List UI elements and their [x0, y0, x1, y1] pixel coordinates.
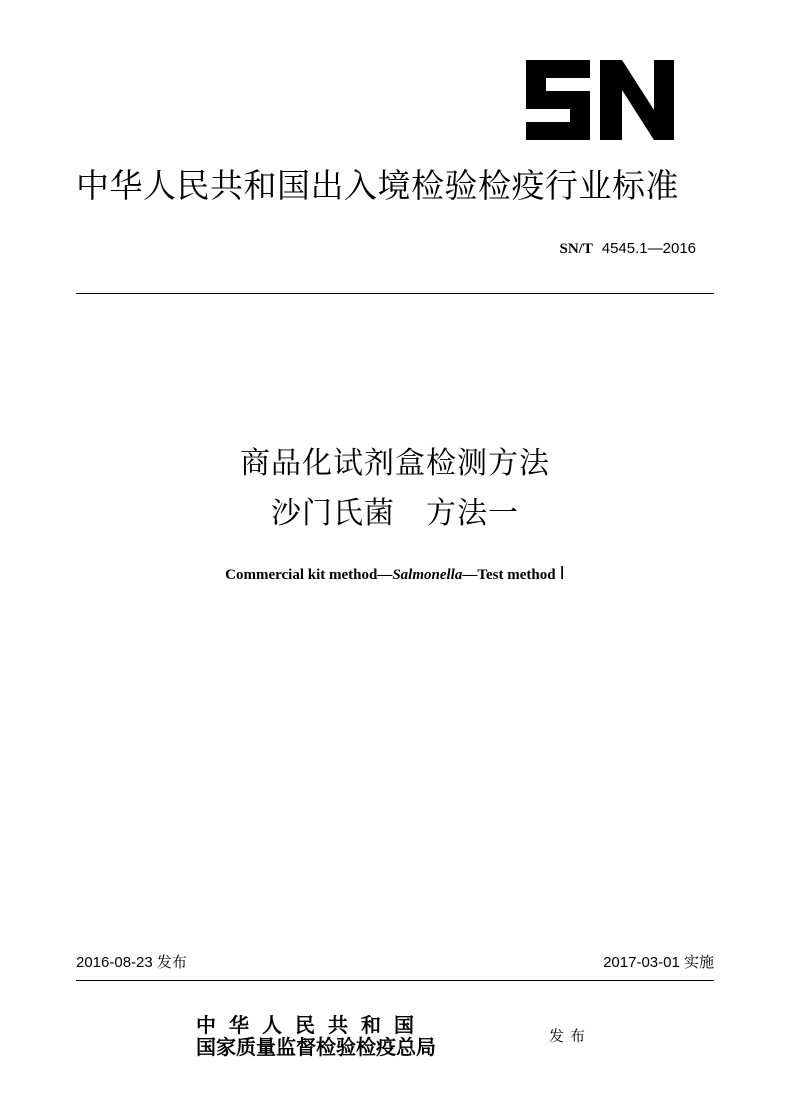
title-en [0, 563, 790, 585]
issue-word: 发布 [549, 1027, 592, 1045]
sn-logo-letter-n [600, 60, 674, 140]
standard-number [559, 240, 696, 258]
title-cn-line2: 沙门氏菌 方法一 [271, 496, 519, 531]
title-en-part1: Commercial kit method— [225, 567, 393, 583]
bottom-divider [76, 980, 714, 981]
title-en-organism: Salmonella [392, 567, 463, 583]
standard-code: SN/T [559, 241, 593, 257]
standard-number-value: 4545.1—2016 [601, 240, 696, 257]
issuer-line1: 中华人民共和国 [196, 1013, 427, 1037]
title-en-part3: —Test method [462, 567, 556, 583]
title-en-method-numeral: Ⅰ [559, 563, 565, 583]
issue-date: 2016-08-23 发布 [76, 954, 187, 971]
industry-standard-title: 中华人民共和国出入境检验检疫行业标准 [76, 166, 679, 205]
sn-logo-letter-s [526, 60, 590, 140]
issuing-authority [196, 1014, 436, 1058]
implementation-date: 2017-03-01 实施 [603, 954, 714, 971]
issuer-line2: 国家质量监督检验检疫总局 [196, 1035, 436, 1059]
sn-logo-mark [518, 54, 678, 146]
title-cn-line1: 商品化试剂盒检测方法 [240, 446, 550, 481]
sn-logo [518, 54, 678, 146]
top-divider [76, 293, 714, 294]
